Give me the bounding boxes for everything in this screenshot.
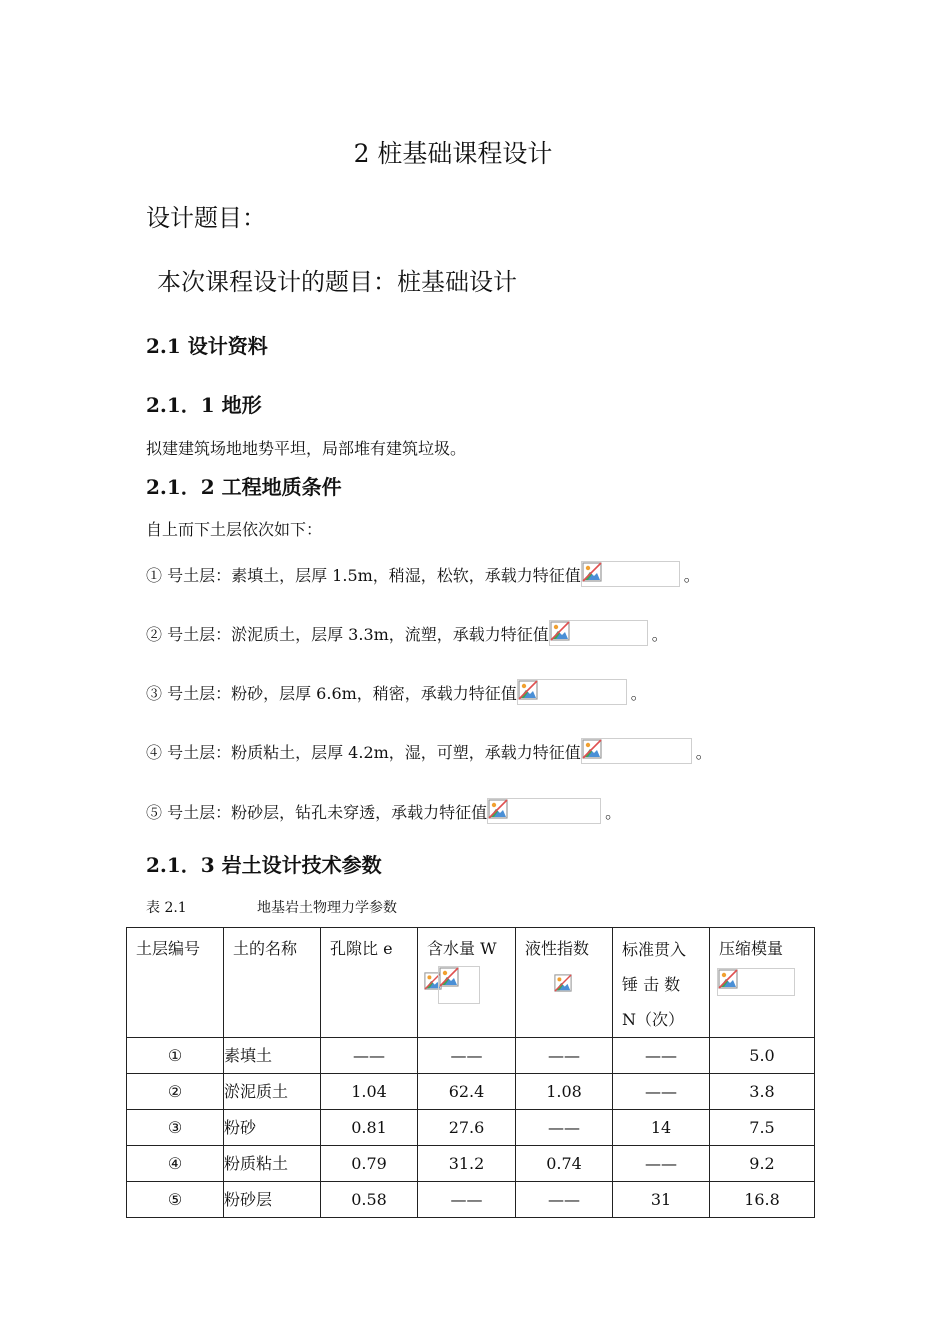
layer-text: ③ 号土层：粉砂，层厚 6.6m，稍密，承载力特征值: [146, 683, 517, 703]
layer-line-1: [146, 561, 700, 587]
cell-liquidity-index: 1.08: [516, 1074, 613, 1110]
formula-image-placeholder: [581, 561, 680, 587]
page-title: 2 桩基础课程设计: [353, 139, 553, 168]
broken-image-icon: [582, 562, 602, 582]
section-heading-2-1-1: 2.1．1 地形: [146, 393, 262, 417]
formula-image-placeholder: [581, 738, 692, 764]
cell-compression-modulus: 16.8: [710, 1182, 815, 1218]
header-cell: [613, 928, 710, 1038]
header-cell: [321, 928, 418, 1038]
soil-parameters-table: [126, 927, 815, 1218]
table-row: [127, 1146, 815, 1182]
header-cell: [224, 928, 321, 1038]
section-heading-2-1-2: 2.1．2 工程地质条件: [146, 475, 342, 499]
table-row: [127, 1110, 815, 1146]
table-caption-number: 表 2.1: [146, 900, 187, 916]
table-row: [127, 1182, 815, 1218]
cell-soil-name: 素填土: [224, 1038, 321, 1074]
layer-line-3: [146, 679, 647, 705]
header-void-ratio: 孔隙比 e: [330, 939, 393, 958]
section-heading-2-1: 2.1 设计资料: [146, 334, 268, 358]
formula-image-placeholder: [717, 968, 795, 996]
header-cell: [127, 928, 224, 1038]
formula-image-placeholder: [517, 679, 627, 705]
broken-image-icon: [488, 799, 508, 819]
formula-image-placeholder: [438, 966, 480, 1004]
cell-spt: 14: [613, 1110, 710, 1146]
cell-layer-number: ⑤: [127, 1182, 224, 1218]
cell-water-content: 31.2: [418, 1146, 516, 1182]
cell-liquidity-index: 0.74: [516, 1146, 613, 1182]
cell-spt: ——: [613, 1146, 710, 1182]
cell-layer-number: ②: [127, 1074, 224, 1110]
cell-liquidity-index: ——: [516, 1038, 613, 1074]
broken-image-icon: [718, 969, 738, 989]
cell-layer-number: ①: [127, 1038, 224, 1074]
cell-compression-modulus: 5.0: [710, 1038, 815, 1074]
layer-text: ④ 号土层：粉质粘土，层厚 4.2m，湿，可塑，承载力特征值: [146, 742, 581, 762]
layer-end: 。: [630, 683, 647, 703]
layer-text: ⑤ 号土层：粉砂层，钻孔未穿透，承载力特征值: [146, 802, 488, 822]
cell-void-ratio: 1.04: [321, 1074, 418, 1110]
cell-void-ratio: ——: [321, 1038, 418, 1074]
subject-heading: 设计题目：: [146, 204, 266, 232]
cell-spt: ——: [613, 1074, 710, 1110]
header-layer-number: 土层编号: [136, 939, 201, 958]
broken-image-icon: [582, 739, 602, 759]
layer-line-4: [146, 738, 712, 764]
cell-spt: 31: [613, 1182, 710, 1218]
topic-line: 本次课程设计的题目：桩基础设计: [157, 268, 517, 296]
cell-compression-modulus: 9.2: [710, 1146, 815, 1182]
header-water-content: 含水量 W: [427, 939, 497, 958]
cell-water-content: 62.4: [418, 1074, 516, 1110]
cell-void-ratio: 0.58: [321, 1182, 418, 1218]
layer-line-2: [146, 620, 668, 646]
strata-intro: 自上而下土层依次如下：: [146, 520, 323, 539]
cell-soil-name: 粉质粘土: [224, 1146, 321, 1182]
header-spt: [613, 928, 709, 1037]
header-spt-line1: 标准贯入: [622, 940, 687, 959]
cell-water-content: ——: [418, 1182, 516, 1218]
cell-compression-modulus: 3.8: [710, 1074, 815, 1110]
cell-layer-number: ③: [127, 1110, 224, 1146]
cell-water-content: ——: [418, 1038, 516, 1074]
header-cell: [418, 928, 516, 1038]
cell-liquidity-index: ——: [516, 1182, 613, 1218]
formula-image-placeholder: [549, 620, 648, 646]
table-caption-title: 地基岩土物理力学参数: [257, 900, 397, 916]
terrain-paragraph: 拟建建筑场地地势平坦，局部堆有建筑垃圾。: [146, 439, 467, 458]
table-row: [127, 1038, 815, 1074]
cell-liquidity-index: ——: [516, 1110, 613, 1146]
header-compression-modulus: 压缩模量: [719, 939, 784, 958]
cell-void-ratio: 0.79: [321, 1146, 418, 1182]
header-cell: [516, 928, 613, 1038]
table-header-row: [127, 928, 815, 1038]
table-row: [127, 1074, 815, 1110]
formula-image-placeholder: [487, 798, 601, 824]
broken-image-icon: [439, 967, 459, 987]
layer-end: 。: [695, 742, 712, 762]
broken-image-icon: [554, 974, 572, 992]
cell-compression-modulus: 7.5: [710, 1110, 815, 1146]
cell-void-ratio: 0.81: [321, 1110, 418, 1146]
cell-soil-name: 粉砂: [224, 1110, 321, 1146]
cell-layer-number: ④: [127, 1146, 224, 1182]
cell-soil-name: 粉砂层: [224, 1182, 321, 1218]
header-cell: [710, 928, 815, 1038]
header-soil-name: 土的名称: [233, 939, 298, 958]
cell-spt: ——: [613, 1038, 710, 1074]
header-spt-line3: N（次）: [622, 1010, 685, 1029]
broken-image-icon: [550, 621, 570, 641]
cell-soil-name: 淤泥质土: [224, 1074, 321, 1110]
layer-end: 。: [605, 802, 622, 822]
broken-image-icon: [518, 680, 538, 700]
layer-end: 。: [651, 624, 668, 644]
cell-water-content: 27.6: [418, 1110, 516, 1146]
layer-text: ① 号土层：素填土，层厚 1.5m，稍湿，松软，承载力特征值: [146, 565, 581, 585]
section-heading-2-1-3: 2.1．3 岩土设计技术参数: [146, 853, 382, 877]
layer-line-5: [146, 798, 621, 824]
layer-text: ② 号土层：淤泥质土，层厚 3.3m，流塑，承载力特征值: [146, 624, 549, 644]
layer-end: 。: [683, 565, 700, 585]
header-spt-line2: 锤 击 数: [622, 975, 681, 994]
header-liquidity-index: 液性指数: [525, 939, 590, 958]
